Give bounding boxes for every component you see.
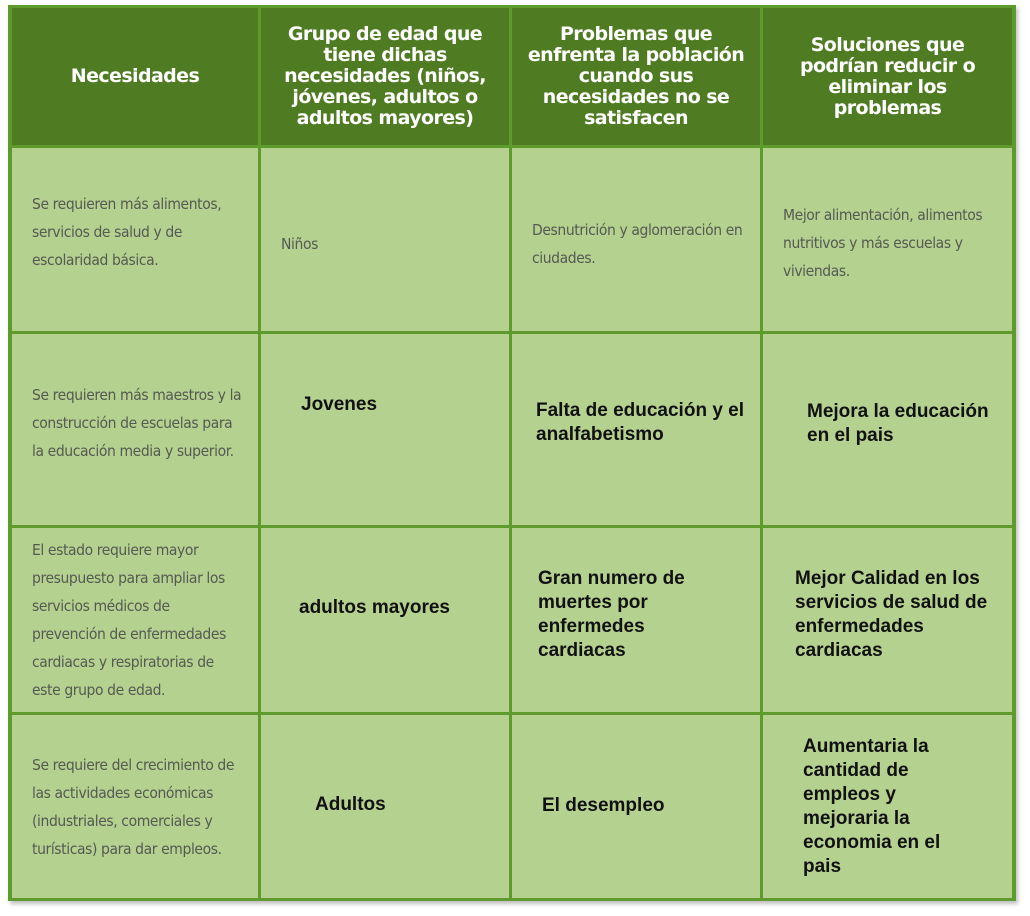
table-row-4-solution: Aumentaria la cantidad de empleos y mejoraria la economia en el pais [763,715,1012,898]
table-row-4-group: Adultos [261,715,509,898]
table-row-2-problem: Falta de educación y el analfabetismo [512,334,760,525]
table-row-4-problem: El desempleo [512,715,760,898]
table-row-1-need: Se requieren más alimentos, servicios de salud y de escolaridad básica. [12,148,258,331]
table-row-3-need: El estado requiere mayor presupuesto para ampliar los servicios médicos de prevención de enfermedades cardiacas y respiratorias de este grupo de edad. [12,528,258,712]
table-row-3-solution: Mejor Calidad en los servicios de salud de enfermedades cardiacas [763,528,1012,712]
table-row-2-need: Se requieren más maestros y la construcción de escuelas para la educación media y superior. [12,334,258,525]
header-solutions: Soluciones que podrían reducir o eliminar los problemas [763,8,1012,145]
table-row-4-need: Se requiere del crecimiento de las actividades económicas (industriales, comerciales y turísticas) para dar empleos. [12,715,258,898]
table-row-2-group: Jovenes [261,334,509,525]
table-row-1-problem: Desnutrición y aglomeración en ciudades. [512,148,760,331]
table-row-3-group: adultos mayores [261,528,509,712]
table-row-1-solution: Mejor alimentación, alimentos nutritivos y más escuelas y viviendas. [763,148,1012,331]
header-needs: Necesidades [12,8,258,145]
table-row-3-problem: Gran numero de muertes por enfermedes cardiacas [512,528,760,712]
table-row-1-group: Niños [261,148,509,331]
header-problems: Problemas que enfrenta la población cuando sus necesidades no se satisfacen [512,8,760,145]
table-row-2-solution: Mejora la educación en el pais [763,334,1012,525]
header-age-group: Grupo de edad que tiene dichas necesidades (niños, jóvenes, adultos o adultos mayores) [261,8,509,145]
